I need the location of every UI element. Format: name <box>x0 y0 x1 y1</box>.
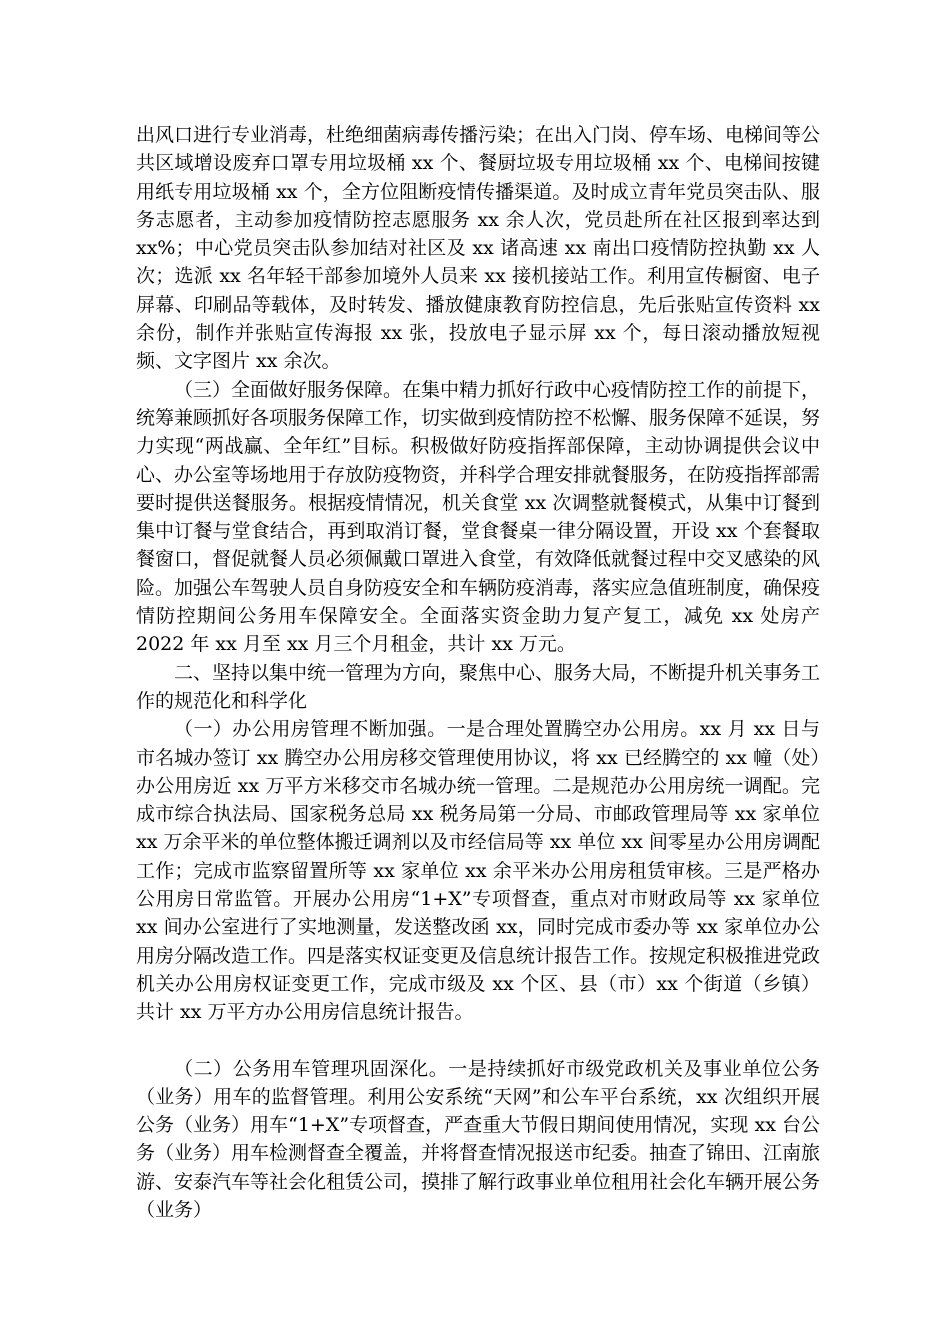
paragraph-service-guarantee: （三）全面做好服务保障。在集中精力抓好行政中心疫情防控工作的前提下，统筹兼顾抓好各项服务保障工作，切实做到疫情防控不松懈、服务保障不延误，努力实现“两战赢、全年红”目标。积极做好防疫指挥部保障，主动协调提供会议中心、办公室等场地用于存放防疫物资，并科学合理安排就餐服务，在防疫指挥部需要时提供送餐服务。根据疫情情况，机关食堂 xx 次调整就餐模式，从集中订餐到集中订餐与堂食结合，再到取消订餐，堂食餐桌一律分隔设置，开设 xx 个套餐取餐窗口，督促就餐人员必须佩戴口罩进入食堂，有效降低就餐过程中交叉感染的风险。加强公车驾驶人员自身防疫安全和车辆防疫消毒，落实应急值班制度，确保疫情防控期间公务用车保障安全。全面落实资金助力复产复工，减免 xx 处房产 2022 年 xx 月至 xx 月三个月租金，共计 xx 万元。 <box>136 378 821 656</box>
paragraph-spacer <box>136 1027 820 1055</box>
document-body <box>136 121 820 1224</box>
paragraph-vehicle-management: （二）公务用车管理巩固深化。一是持续抓好市级党政机关及事业单位公务（业务）用车的监督管理。利用公安系统“天网”和公车平台系统，xx 次组织开展公务（业务）用车“1+X”专项督查，严查重大节假日期间使用情况，实现 xx 台公务（业务）用车检测督查全覆盖，并将督查情况报送市纪委。抽查了锦田、江南旅游、安泰汽车等社会化租赁公司，摸排了解行政事业单位租用社会化车辆开展公务（业务） <box>136 1057 821 1221</box>
paragraph-epidemic-disinfection: 出风口进行专业消毒，杜绝细菌病毒传播污染；在出入门岗、停车场、电梯间等公共区域增设废弃口罩专用垃圾桶 xx 个、餐厨垃圾专用垃圾桶 xx 个、电梯间按键用纸专用垃圾桶 xx 个，全方位阻断疫情传播渠道。及时成立青年党员突击队、服务志愿者，主动参加疫情防控志愿服务 xx 余人次，党员赴所在社区报到率达到 xx%；中心党员突击队参加结对社区及 xx 诸高速 xx 南出口疫情防控执勤 xx 人次；选派 xx 名年轻干部参加境外人员来 xx 接机接站工作。利用宣传橱窗、电子屏幕、印刷品等载体，及时转发、播放健康教育防控信息，先后张贴宣传资料 xx 余份，制作并张贴宣传海报 xx 张，投放电子显示屏 xx 个，每日滚动播放短视频、文字图片 xx 余次。 <box>136 124 821 373</box>
paragraph-office-management: （一）办公用房管理不断加强。一是合理处置腾空办公用房。xx 月 xx 日与市名城办签订 xx 腾空办公用房移交管理使用协议，将 xx 已经腾空的 xx 幢（处）办公用房近 xx 万平方米移交市名城办统一管理。二是规范办公用房统一调配。完成市综合执法局、国家税务总局 xx 税务局第一分局、市邮政管理局等 xx 家单位 xx 万余平米的单位整体搬迁调剂以及市经信局等 xx 单位 xx 间零星办公用房调配工作；完成市监察留置所等 xx 家单位 xx 余平米办公用房租赁审核。三是严格办公用房日常监管。开展办公用房“1+X”专项督查，重点对市财政局等 xx 家单位 xx 间办公室进行了实地测量，发送整改函 xx，同时完成市委办等 xx 家单位办公用房分隔改造工作。四是落实权证变更及信息统计报告工作。按规定积极推进党政机关办公用房权证变更工作，完成市级及 xx 个区、县（市）xx 个街道（乡镇）共计 xx 万平方办公用房信息统计报告。 <box>136 718 821 1024</box>
section-heading-two: 二、坚持以集中统一管理为方向，聚焦中心、服务大局，不断提升机关事务工作的规范化和科学化 <box>136 661 821 712</box>
